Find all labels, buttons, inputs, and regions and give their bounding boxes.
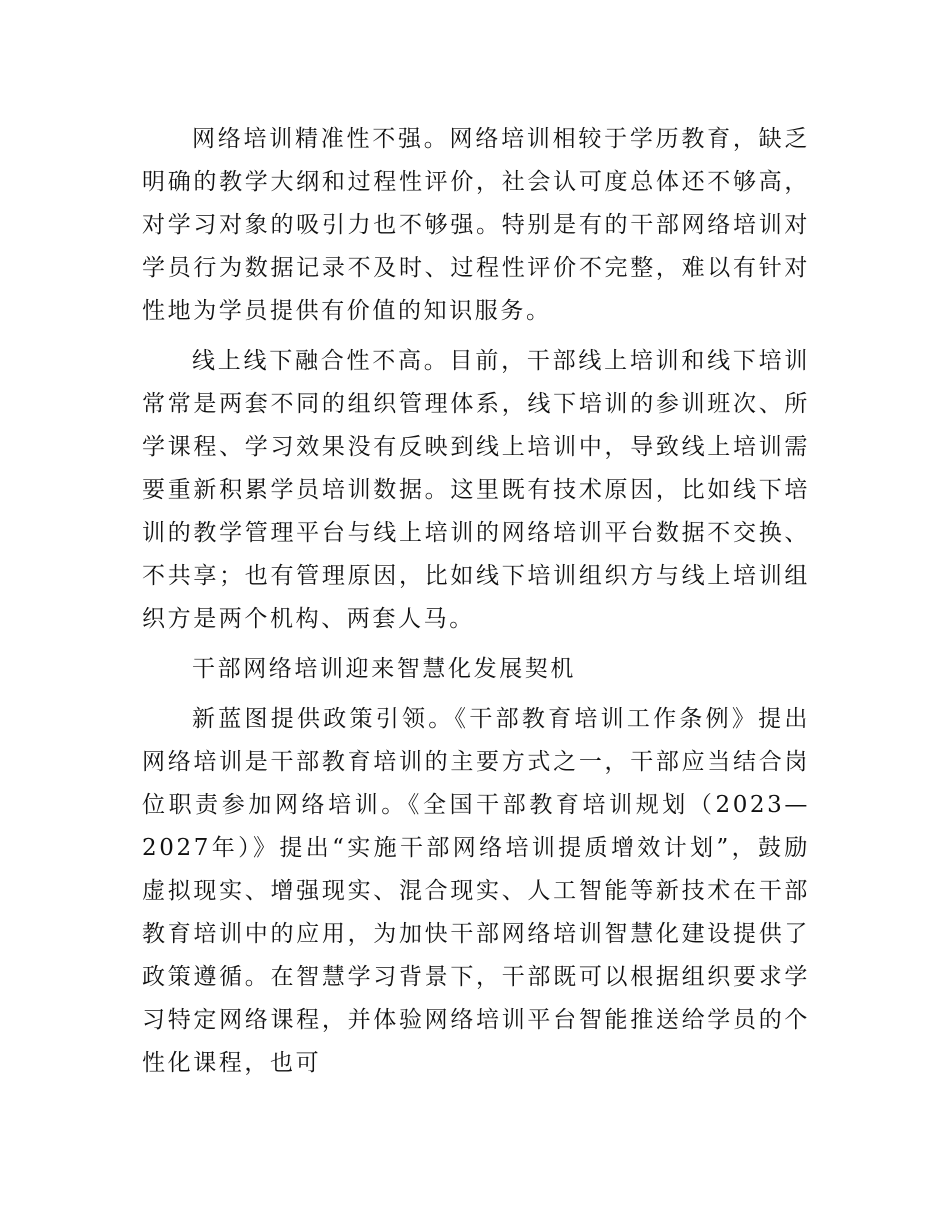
paragraph-network-training-precision: 网络培训精准性不强。网络培训相较于学历教育，缺乏明确的教学大纲和过程性评价，社会认可度总体还不够高，对学习对象的吸引力也不够强。特别是有的干部网络培训对学员行为数据记录不及时、过程性评价不完整，难以有针对性地为学员提供有价值的知识服务。 — [142, 126, 810, 324]
paragraph-online-offline-integration: 线上线下融合性不高。目前，干部线上培训和线下培训常常是两套不同的组织管理体系，线下培训的参训班次、所学课程、学习效果没有反映到线上培训中，导致线上培训需要重新积累学员培训数据。这里既有技术原因，比如线下培训的教学管理平台与线上培训的网络培训平台数据不交换、不共享；也有管理原因，比如线下培训组织方与线上培训组织方是两个机构、两套人马。 — [142, 348, 810, 632]
paragraph-policy-guidance: 新蓝图提供政策引领。《干部教育培训工作条例》提出网络培训是干部教育培训的主要方式之一，干部应当结合岗位职责参加网络培训。《全国干部教育培训规划（2023—2027年）》提出“实施干部网络培训提质增效计划”，鼓励虚拟现实、增强现实、混合现实、人工智能等新技术在干部教育培训中的应用，为加快干部网络培训智慧化建设提供了政策遵循。在智慧学习背景下，干部既可以根据组织要求学习特定网络课程，并体验网络培训平台智能推送给学员的个性化课程，也可 — [142, 706, 810, 1076]
document-body — [142, 118, 810, 1092]
section-heading: 干部网络培训迎来智慧化发展契机 — [192, 656, 576, 682]
